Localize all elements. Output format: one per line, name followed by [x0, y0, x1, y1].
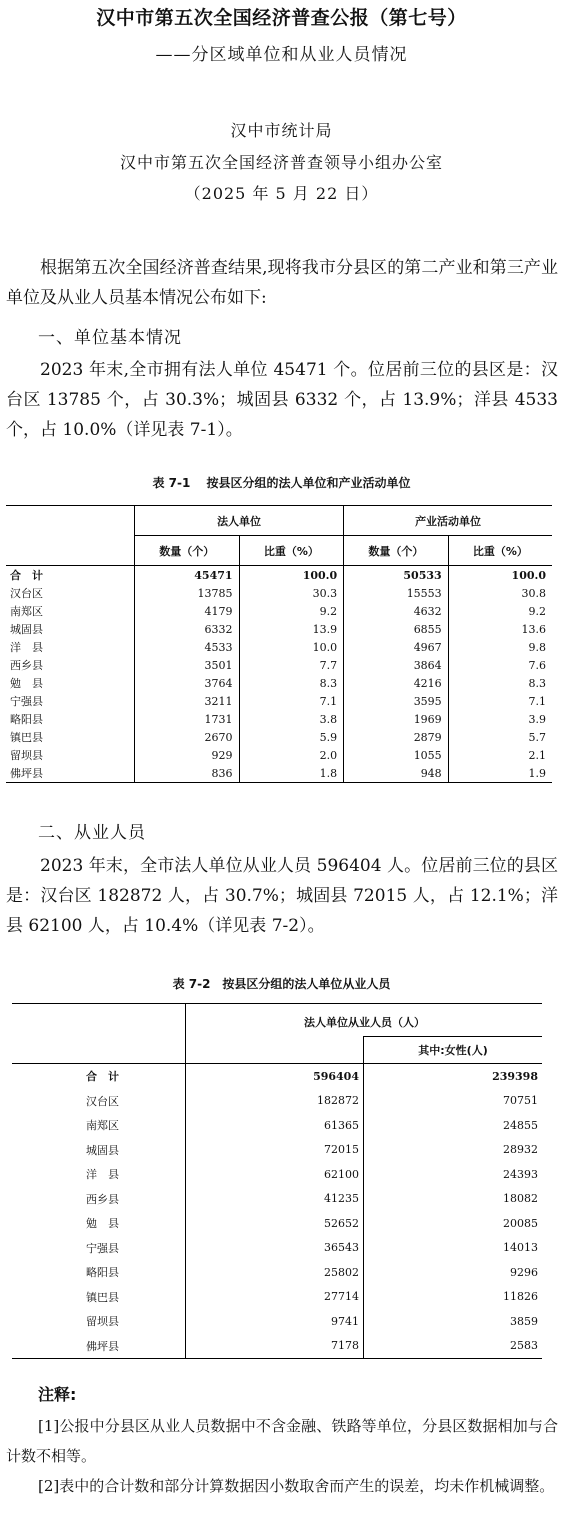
- table1-row: [6, 620, 552, 638]
- section2-paragraph: 2023 年末，全市法人单位从业人员 596404 人。位居前三位的县区是：汉台区 182872 人，占 30.7%；城固县 72015 人，占 12.1%；洋县 62100 人，占 10.4%（详见表 7-2）。: [6, 856, 558, 936]
- activity-units-share: 100.0: [448, 566, 552, 585]
- publish-date: （2025 年 5 月 22 日）: [184, 184, 379, 203]
- activity-units-count: 6855: [344, 620, 449, 638]
- legal-units-share: 100.0: [239, 566, 344, 585]
- employees-female: 239398: [364, 1064, 543, 1089]
- table1-row: [6, 692, 552, 710]
- region-name: 南郑区: [86, 1119, 119, 1133]
- legal-units-count: 836: [135, 764, 240, 783]
- table1-row: [6, 566, 552, 585]
- employees-female: 3859: [364, 1309, 543, 1334]
- table2-row: [12, 1334, 542, 1359]
- employees-female: 20085: [364, 1211, 543, 1236]
- issuer-bureau: 汉中市统计局: [230, 121, 333, 140]
- legal-units-count: 6332: [135, 620, 240, 638]
- table1-row: [6, 674, 552, 692]
- bulletin-subtitle: ——分区域单位和从业人员情况: [155, 45, 408, 65]
- employees-total: 27714: [186, 1285, 364, 1310]
- region-name: 合 计: [86, 1070, 119, 1084]
- table1-row: [6, 602, 552, 620]
- activity-units-count: 3864: [344, 656, 449, 674]
- region-name: 南郑区: [10, 605, 43, 618]
- region-name: 勉 县: [10, 677, 43, 690]
- legal-units-share: 5.9: [239, 728, 344, 746]
- table2-employees: [12, 1003, 542, 1359]
- legal-units-share: 10.0: [239, 638, 344, 656]
- region-name: 汉台区: [10, 587, 43, 600]
- employees-female: 28932: [364, 1138, 543, 1163]
- table2-col-total: 法人单位从业人员（人）: [304, 1016, 425, 1029]
- table2-row: [12, 1285, 542, 1310]
- table2-body: [12, 1064, 542, 1359]
- table1-col-share: 比重（%）: [239, 536, 344, 566]
- legal-units-share: 9.2: [239, 602, 344, 620]
- region-name: 汉台区: [86, 1094, 119, 1108]
- notes-title: 注释:: [38, 1385, 77, 1404]
- activity-units-count: 4632: [344, 602, 449, 620]
- region-name: 佛坪县: [86, 1339, 119, 1353]
- legal-units-count: 4533: [135, 638, 240, 656]
- employees-total: 9741: [186, 1309, 364, 1334]
- employees-total: 596404: [186, 1064, 364, 1089]
- activity-units-share: 3.9: [448, 710, 552, 728]
- bulletin-title: 汉中市第五次全国经济普查公报（第七号）: [96, 7, 467, 29]
- activity-units-share: 2.1: [448, 746, 552, 764]
- activity-units-share: 5.7: [448, 728, 552, 746]
- legal-units-count: 3501: [135, 656, 240, 674]
- legal-units-count: 929: [135, 746, 240, 764]
- table1-body: [6, 566, 552, 783]
- table1-row: [6, 584, 552, 602]
- note-item-1: [1]公报中分县区从业人员数据中不含金融、铁路等单位，分县区数据相加与合计数不相等。: [6, 1417, 558, 1465]
- region-name: 合 计: [10, 569, 43, 582]
- employees-female: 70751: [364, 1089, 543, 1114]
- region-name: 宁强县: [86, 1241, 119, 1255]
- section1-paragraph: 2023 年末,全市拥有法人单位 45471 个。位居前三位的县区是：汉台区 13785 个，占 30.3%；城固县 6332 个，占 13.9%；洋县 4533 个，占 10.0%（详见表 7-1）。: [6, 360, 558, 440]
- activity-units-count: 1969: [344, 710, 449, 728]
- intro-paragraph: 根据第五次全国经济普查结果,现将我市分县区的第二产业和第三产业单位及从业人员基本情况公布如下:: [6, 258, 558, 308]
- activity-units-count: 3595: [344, 692, 449, 710]
- activity-units-share: 9.8: [448, 638, 552, 656]
- employees-female: 24855: [364, 1113, 543, 1138]
- activity-units-count: 4967: [344, 638, 449, 656]
- table2-row: [12, 1309, 542, 1334]
- table2-col-female: 其中:女性(人): [364, 1037, 543, 1064]
- employees-female: 9296: [364, 1260, 543, 1285]
- section2-heading: 二、从业人员: [38, 823, 146, 843]
- table1-row: [6, 728, 552, 746]
- region-name: 镇巴县: [86, 1290, 119, 1304]
- table2-row: [12, 1236, 542, 1261]
- employees-female: 11826: [364, 1285, 543, 1310]
- legal-units-share: 3.8: [239, 710, 344, 728]
- table1-row: [6, 656, 552, 674]
- employees-total: 41235: [186, 1187, 364, 1212]
- region-name: 镇巴县: [10, 731, 43, 744]
- legal-units-share: 13.9: [239, 620, 344, 638]
- employees-total: 52652: [186, 1211, 364, 1236]
- table2-row: [12, 1089, 542, 1114]
- region-name: 西乡县: [10, 659, 43, 672]
- table2-row: [12, 1162, 542, 1187]
- region-name: 城固县: [10, 623, 43, 636]
- legal-units-count: 3211: [135, 692, 240, 710]
- activity-units-share: 13.6: [448, 620, 552, 638]
- legal-units-count: 4179: [135, 602, 240, 620]
- region-name: 宁强县: [10, 695, 43, 708]
- employees-total: 62100: [186, 1162, 364, 1187]
- region-name: 佛坪县: [10, 767, 43, 780]
- legal-units-count: 45471: [135, 566, 240, 585]
- activity-units-share: 8.3: [448, 674, 552, 692]
- table1-row: [6, 710, 552, 728]
- table1-caption: 表 7-1 按县区分组的法人单位和产业活动单位: [152, 476, 411, 490]
- table1-row: [6, 746, 552, 764]
- legal-units-share: 8.3: [239, 674, 344, 692]
- table1-col-count: 数量（个）: [344, 536, 449, 566]
- activity-units-share: 30.8: [448, 584, 552, 602]
- employees-total: 72015: [186, 1138, 364, 1163]
- region-name: 略阳县: [86, 1266, 119, 1280]
- employees-female: 18082: [364, 1187, 543, 1212]
- table1-col-count: 数量（个）: [135, 536, 240, 566]
- legal-units-share: 2.0: [239, 746, 344, 764]
- employees-female: 24393: [364, 1162, 543, 1187]
- employees-female: 2583: [364, 1334, 543, 1359]
- legal-units-share: 30.3: [239, 584, 344, 602]
- activity-units-count: 4216: [344, 674, 449, 692]
- activity-units-count: 50533: [344, 566, 449, 585]
- table2-row: [12, 1260, 542, 1285]
- table2-row: [12, 1187, 542, 1212]
- table1-row: [6, 764, 552, 783]
- region-name: 洋 县: [10, 641, 43, 654]
- table2-corner: [12, 1004, 186, 1064]
- legal-units-share: 1.8: [239, 764, 344, 783]
- table1-units: [6, 505, 552, 783]
- employees-total: 7178: [186, 1334, 364, 1359]
- table2-row: [12, 1211, 542, 1236]
- table2-caption: 表 7-2 按县区分组的法人单位从业人员: [172, 977, 391, 991]
- legal-units-count: 2670: [135, 728, 240, 746]
- activity-units-count: 2879: [344, 728, 449, 746]
- table1-group-activity: 产业活动单位: [344, 506, 552, 536]
- table2-col-total-header: [186, 1004, 543, 1037]
- activity-units-share: 9.2: [448, 602, 552, 620]
- activity-units-share: 7.1: [448, 692, 552, 710]
- region-name: 略阳县: [10, 713, 43, 726]
- table2-col-total-spacer: [186, 1037, 364, 1064]
- region-name: 留坝县: [86, 1315, 119, 1329]
- legal-units-share: 7.1: [239, 692, 344, 710]
- region-name: 洋 县: [86, 1168, 119, 1182]
- region-name: 留坝县: [10, 749, 43, 762]
- region-name: 城固县: [86, 1143, 119, 1157]
- issuer-office: 汉中市第五次全国经济普查领导小组办公室: [119, 153, 443, 172]
- activity-units-count: 15553: [344, 584, 449, 602]
- activity-units-count: 948: [344, 764, 449, 783]
- table1-row: [6, 638, 552, 656]
- section1-heading: 一、单位基本情况: [38, 328, 182, 348]
- note-item-2: [2]表中的合计数和部分计算数据因小数取舍而产生的误差，均未作机械调整。: [38, 1477, 555, 1495]
- employees-total: 182872: [186, 1089, 364, 1114]
- table1-corner: [6, 506, 135, 566]
- legal-units-count: 3764: [135, 674, 240, 692]
- table1-col-share: 比重（%）: [448, 536, 552, 566]
- table2-row: [12, 1138, 542, 1163]
- legal-units-count: 1731: [135, 710, 240, 728]
- activity-units-share: 1.9: [448, 764, 552, 783]
- employees-female: 14013: [364, 1236, 543, 1261]
- table1-group-legal: 法人单位: [135, 506, 344, 536]
- table2-row: [12, 1113, 542, 1138]
- activity-units-share: 7.6: [448, 656, 552, 674]
- employees-total: 61365: [186, 1113, 364, 1138]
- region-name: 勉 县: [86, 1217, 119, 1231]
- legal-units-count: 13785: [135, 584, 240, 602]
- table2-row: [12, 1064, 542, 1089]
- employees-total: 36543: [186, 1236, 364, 1261]
- employees-total: 25802: [186, 1260, 364, 1285]
- legal-units-share: 7.7: [239, 656, 344, 674]
- activity-units-count: 1055: [344, 746, 449, 764]
- region-name: 西乡县: [86, 1192, 119, 1206]
